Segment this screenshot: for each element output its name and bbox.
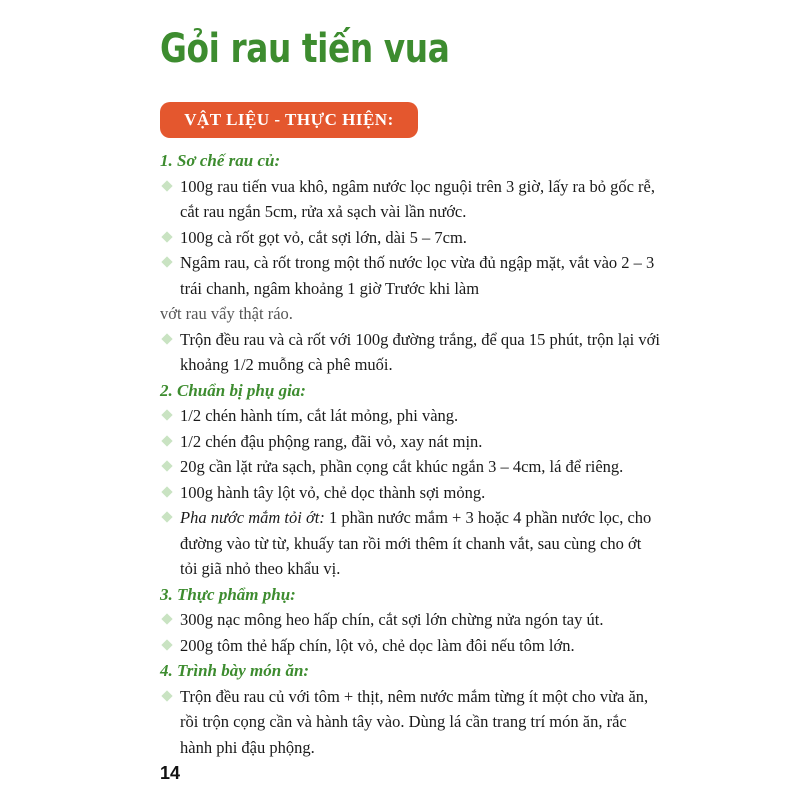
list-item: 100g hành tây lột vỏ, chẻ dọc thành sợi mỏng. (160, 480, 660, 506)
sauce-text: 1 phần nước mắm + 3 hoặc 4 phần nước lọc, cho đường vào từ từ, khuấy tan rồi mới thêm ít chanh vắt, sau cùng cho ớt tỏi giã nhỏ theo khẩu vị. (180, 508, 652, 578)
bullet-icon (161, 460, 172, 471)
recipe-body (160, 148, 660, 760)
list-item: Trộn đều rau và cà rốt với 100g đường trắng, để qua 15 phút, trộn lại với khoảng 1/2 muỗng cà phê muối. (160, 327, 660, 378)
section-badge-label: VẬT LIỆU - THỰC HIỆN: (184, 110, 394, 129)
bullet-icon (161, 639, 172, 650)
section-badge (160, 102, 418, 138)
section-heading-additives: 2. Chuẩn bị phụ gia: (160, 380, 306, 400)
recipe-title: Gỏi rau tiến vua (160, 26, 450, 72)
bullet-icon (161, 511, 172, 522)
bullet-icon (161, 613, 172, 624)
list-item: 100g rau tiến vua khô, ngâm nước lọc nguội trên 3 giờ, lấy ra bỏ gốc rễ, cắt rau ngắn 5cm, rửa xả sạch vài lần nước. (160, 174, 660, 225)
list-item: Trộn đều rau củ với tôm + thịt, nêm nước mắm từng ít một cho vừa ăn, rồi trộn cọng cần và hành tây vào. Dùng lá cần trang trí món ăn, rắc hành phi đậu phộng. (160, 684, 660, 761)
list-item: 200g tôm thẻ hấp chín, lột vỏ, chẻ dọc làm đôi nếu tôm lớn. (160, 633, 660, 659)
list-item (160, 505, 660, 582)
bullet-icon (161, 435, 172, 446)
bullet-icon (161, 256, 172, 267)
section-heading-presentation: 4. Trình bày món ăn: (160, 661, 310, 680)
list-item: 20g cần lặt rửa sạch, phần cọng cắt khúc ngắn 3 – 4cm, lá để riêng. (160, 454, 660, 480)
section-heading-prep: 1. Sơ chế rau củ: (160, 151, 281, 170)
bullet-icon (161, 690, 172, 701)
list-item: 1/2 chén hành tím, cắt lát mỏng, phi vàng. (160, 403, 660, 429)
continuation-line: vớt rau vẩy thật ráo. (160, 304, 293, 323)
list-item: 1/2 chén đậu phộng rang, đãi vỏ, xay nát mịn. (160, 429, 660, 455)
section-heading-side-foods: 3. Thực phẩm phụ: (160, 584, 296, 604)
bullet-icon (161, 333, 172, 344)
bullet-icon (161, 409, 172, 420)
bullet-icon (161, 486, 172, 497)
list-item: 100g cà rốt gọt vỏ, cắt sợi lớn, dài 5 – 7cm. (160, 225, 660, 251)
list-item: Ngâm rau, cà rốt trong một thố nước lọc vừa đủ ngập mặt, vắt vào 2 – 3 trái chanh, ngâm khoảng 1 giờ Trước khi làm (160, 250, 660, 301)
list-item: 300g nạc mông heo hấp chín, cắt sợi lớn chừng nửa ngón tay út. (160, 607, 660, 633)
page-number: 14 (160, 763, 181, 783)
sauce-lead: Pha nước mắm tỏi ớt: (180, 508, 325, 527)
bullet-icon (161, 180, 172, 191)
bullet-icon (161, 231, 172, 242)
